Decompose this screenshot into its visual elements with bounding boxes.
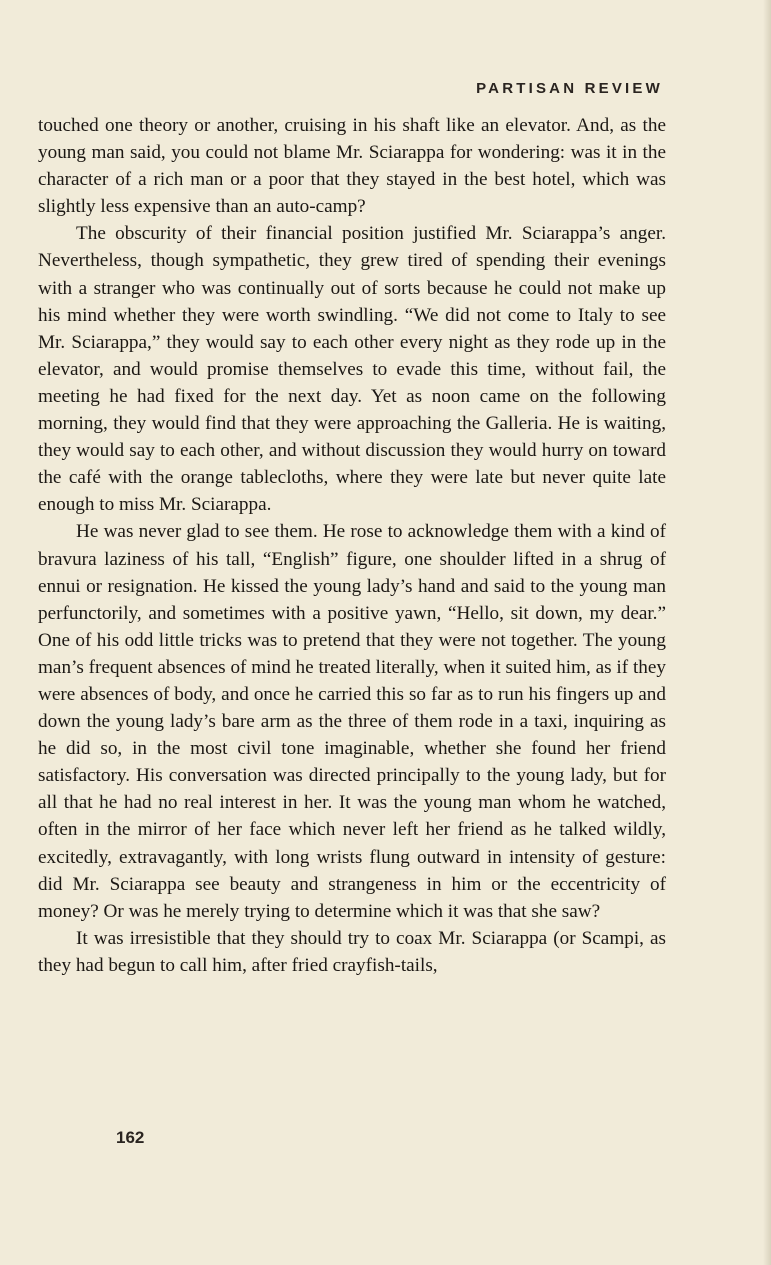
body-text	[38, 112, 666, 979]
paragraph-4: It was irresistible that they should try to coax Mr. Sciarappa (or Scampi, as they had begun to call him, after fried crayfish-tails,	[38, 927, 666, 976]
page-number: 162	[116, 1128, 145, 1147]
running-head: PARTISAN REVIEW	[476, 80, 663, 97]
page-edge-shadow	[763, 0, 771, 1265]
paragraph-1: touched one theory or another, cruising in his shaft like an elevator. And, as the young man said, you could not blame Mr. Sciarappa for wondering: was it in the character of a rich man or a poor that they stayed in the best hotel, which was slightly less expensive than an auto-camp?	[38, 115, 666, 218]
paragraph-3: He was never glad to see them. He rose to acknowledge them with a kind of bravura laziness of his tall, “English” figure, one shoulder lifted in a shrug of ennui or resignation. He kissed the young lady’s hand and said to the young man perfunctorily, and sometimes with a positive yawn, “Hello, sit down, my dear.” One of his odd little tricks was to pretend that they were not together. The young man’s frequent absences of mind he treated literally, when it suited him, as if they were absences of body, and once he carried this so far as to run his fingers up and down the young lady’s bare arm as the three of them rode in a taxi, inquiring as he did so, in the most civil tone imaginable, whether she found her friend satisfactory. His conversation was directed principally to the young lady, but for all that he had no real interest in her. It was the young man whom he watched, often in the mirror of her face which never left her friend as he talked wildly, excitedly, extravagantly, with long wrists flung outward in intensity of gesture: did Mr. Sciarappa see beauty and strangeness in him or the eccentricity of money? Or was he merely trying to determine which it was that she saw?	[38, 521, 666, 922]
paragraph-2: The obscurity of their financial position justified Mr. Sciarappa’s anger. Nevertheless, though sympathetic, they grew tired of spending their evenings with a stranger who was continually out of sorts because he could not make up his mind whether they were worth swindling. “We did not come to Italy to see Mr. Sciarappa,” they would say to each other every night as they rode up in the elevator, and would promise themselves to evade this time, without fail, the meeting he had fixed for the next day. Yet as noon came on the following morning, they would find that they were approaching the Galleria. He is waiting, they would say to each other, and without discussion they would hurry on toward the café with the orange tablecloths, where they were late but never quite late enough to miss Mr. Sciarappa.	[38, 223, 666, 516]
